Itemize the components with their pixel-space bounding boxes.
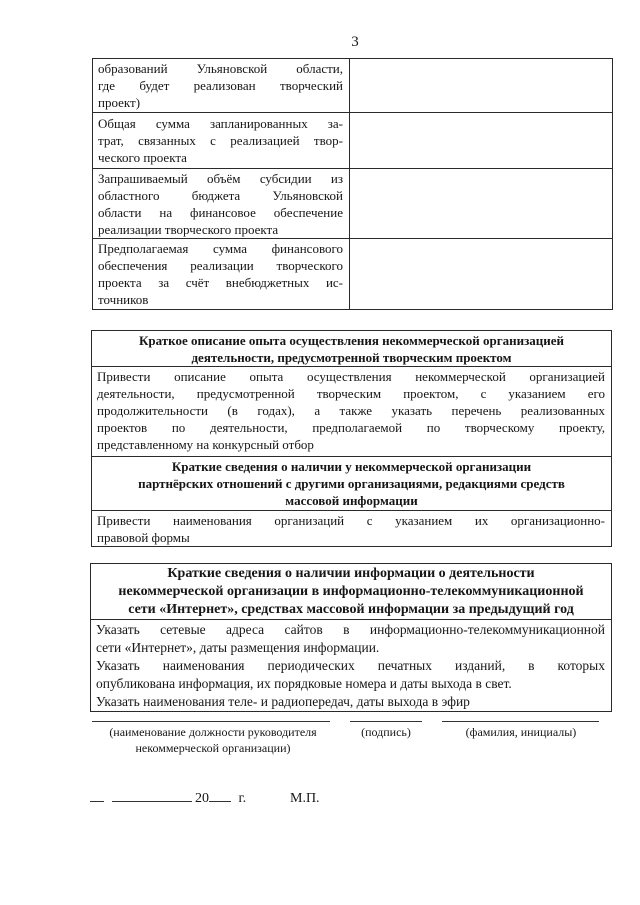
- text-line: Привести наименования организаций с указанием их организационно-: [97, 513, 605, 528]
- heading-line: Краткие сведения о наличии информации о деятельности: [167, 566, 535, 581]
- partnerships-heading: [92, 457, 612, 511]
- text-line: Предполагаемая сумма финансового: [98, 241, 343, 256]
- text-line: деятельности, предусмотренной творческим проектом, с указанием его: [97, 386, 605, 401]
- heading-line: Краткое описание опыта осуществления некоммерческой организацией: [138, 333, 565, 348]
- media-info-table: [90, 563, 612, 712]
- day-blank[interactable]: [90, 801, 104, 802]
- experience-instruction[interactable]: [92, 367, 612, 457]
- value-cell[interactable]: [350, 169, 613, 239]
- section-heading-row: [92, 331, 612, 367]
- text-line: правовой формы: [97, 530, 190, 545]
- table-row: [93, 59, 613, 113]
- year-prefix: 20: [195, 791, 209, 806]
- text-line: области на финансовое обеспечение: [98, 205, 343, 220]
- media-heading: [91, 564, 612, 620]
- experience-table: [91, 330, 612, 547]
- text-line: проектов по деятельности, предполагаемой по творческому проекту,: [97, 420, 605, 435]
- position-signature-line[interactable]: [92, 721, 330, 722]
- text-line: проект): [98, 95, 141, 110]
- row-label: [93, 113, 350, 169]
- experience-heading: [92, 331, 612, 367]
- text-line: образований Ульяновской области,: [98, 61, 343, 76]
- position-caption: [88, 724, 338, 756]
- heading-line: Краткие сведения о наличии у некоммерческой организации: [171, 459, 532, 474]
- instruction-row: [91, 620, 612, 712]
- name-caption: (фамилия, инициалы): [465, 725, 577, 739]
- heading-line: партнёрских отношений с другими организациями, редакциями средств: [138, 476, 565, 491]
- text-line: Указать наименования периодических печатных изданий, в которых: [96, 658, 605, 673]
- text-line: продолжительности (в годах), а также указать перечень реализованных: [97, 403, 605, 418]
- text-line: обеспечения реализации творческого: [98, 258, 343, 273]
- section-heading-row: [91, 564, 612, 620]
- year-blank[interactable]: [209, 801, 231, 802]
- caption-line: некоммерческой организации): [135, 741, 291, 755]
- row-label: [93, 169, 350, 239]
- text-line: представленному на конкурсный отбор: [97, 437, 314, 452]
- table-row: [93, 169, 613, 239]
- instruction-row: [92, 367, 612, 457]
- table-row: [93, 239, 613, 310]
- instruction-row: [92, 511, 612, 547]
- signature-line[interactable]: [350, 721, 422, 722]
- year-suffix: г.: [238, 791, 247, 806]
- table-row: [93, 113, 613, 169]
- value-cell[interactable]: [350, 113, 613, 169]
- text-line: сети «Интернет», даты размещения информации.: [96, 640, 380, 655]
- text-line: Указать сетевые адреса сайтов в информационно-телекоммуникационной: [96, 622, 605, 637]
- row-label: [93, 239, 350, 310]
- text-line: где будет реализован творческий: [98, 78, 343, 93]
- partnerships-instruction[interactable]: [92, 511, 612, 547]
- text-line: Привести описание опыта осуществления некоммерческой организацией: [97, 369, 605, 384]
- value-cell[interactable]: [350, 239, 613, 310]
- caption-line: (наименование должности руководителя: [109, 725, 317, 739]
- page-number: 3: [351, 34, 359, 50]
- text-line: опубликована информация, их порядковые номера и даты выхода в свет.: [96, 676, 512, 691]
- media-instruction[interactable]: [91, 620, 612, 712]
- text-line: проекта за счёт внебюджетных ис-: [98, 275, 343, 290]
- text-line: точников: [98, 292, 149, 307]
- value-cell[interactable]: [350, 59, 613, 113]
- heading-line: сети «Интернет», средствах массовой информации за предыдущий год: [128, 602, 574, 617]
- text-line: Общая сумма запланированных за-: [98, 116, 343, 131]
- heading-line: некоммерческой организации в информационно-телекоммуникационной: [118, 584, 584, 599]
- month-blank[interactable]: [112, 801, 192, 802]
- text-line: Запрашиваемый объём субсидии из: [98, 171, 343, 186]
- signature-caption: (подпись): [361, 725, 411, 739]
- text-line: областного бюджета Ульяновской: [98, 188, 343, 203]
- text-line: реализации творческого проекта: [98, 222, 279, 237]
- section-heading-row: [92, 457, 612, 511]
- project-info-table: [92, 58, 613, 310]
- stamp-place: М.П.: [290, 791, 320, 806]
- text-line: ческого проекта: [98, 150, 187, 165]
- date-field: [90, 791, 246, 807]
- heading-line: деятельности, предусмотренной творческим проектом: [191, 350, 512, 365]
- heading-line: массовой информации: [285, 493, 418, 508]
- row-label: [93, 59, 350, 113]
- text-line: трат, связанных с реализацией твор-: [98, 133, 343, 148]
- name-signature-line[interactable]: [442, 721, 599, 722]
- text-line: Указать наименования теле- и радиопередач, даты выхода в эфир: [96, 694, 470, 709]
